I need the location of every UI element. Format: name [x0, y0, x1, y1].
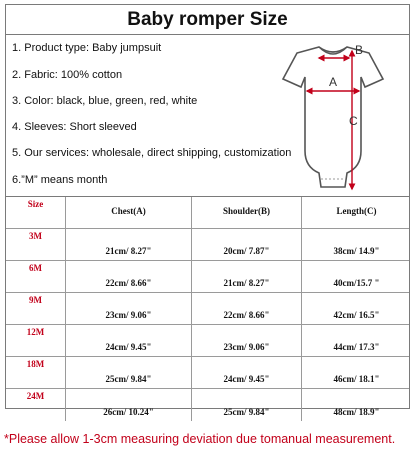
label-a: A — [329, 75, 338, 89]
info-fabric: 2. Fabric: 100% cotton — [12, 69, 123, 81]
shoulder-cell: 24cm/ 9.45" — [192, 357, 302, 388]
size-cell: 18M — [6, 357, 66, 388]
header-length: Length(C) — [336, 206, 377, 216]
length-cell: 42cm/ 16.5" — [333, 310, 380, 320]
info-product-type: 1. Product type: Baby jumpsuit — [12, 42, 162, 54]
chest-cell: 22cm/ 8.66" — [66, 261, 192, 292]
size-cell: 24M — [6, 389, 66, 421]
page-title: Baby romper Size — [6, 5, 409, 35]
table-row — [6, 293, 409, 325]
size-cell: 6M — [6, 261, 66, 292]
shoulder-cell: 23cm/ 9.06" — [192, 325, 302, 356]
header-size: Size — [6, 197, 66, 228]
length-cell: 40cm/15.7 " — [333, 278, 380, 288]
table-row — [6, 261, 409, 293]
size-cell: 12M — [6, 325, 66, 356]
length-cell: 38cm/ 14.9" — [333, 246, 380, 256]
size-cell: 9M — [6, 293, 66, 324]
table-header-row — [6, 197, 409, 229]
chest-cell: 23cm/ 9.06" — [66, 293, 192, 324]
table-row — [6, 229, 409, 261]
size-cell: 3M — [6, 229, 66, 260]
shoulder-cell: 22cm/ 8.66" — [192, 293, 302, 324]
table-row — [6, 389, 409, 421]
shoulder-cell: 25cm/ 9.84" — [192, 389, 302, 421]
product-info-section — [6, 35, 409, 197]
length-cell: 44cm/ 17.3" — [333, 342, 380, 352]
label-c: C — [349, 114, 358, 128]
table-row — [6, 325, 409, 357]
chest-cell: 24cm/ 9.45" — [66, 325, 192, 356]
header-shoulder: Shoulder(B) — [192, 197, 302, 228]
chest-cell: 21cm/ 8.27" — [66, 229, 192, 260]
info-color: 3. Color: black, blue, green, red, white — [12, 95, 198, 107]
chest-cell: 25cm/ 9.84" — [66, 357, 192, 388]
table-row — [6, 357, 409, 389]
size-chart-frame — [5, 4, 410, 417]
measurement-deviation-note: *Please allow 1-3cm measuring deviation due tomanual measurement. — [4, 432, 396, 446]
romper-diagram — [281, 39, 386, 191]
info-services: 5. Our services: wholesale, direct shipping, customization — [12, 147, 292, 159]
header-chest: Chest(A) — [66, 197, 192, 228]
romper-outline — [283, 47, 383, 187]
shoulder-cell: 21cm/ 8.27" — [192, 261, 302, 292]
length-cell: 48cm/ 18.9" — [333, 407, 380, 417]
shoulder-cell: 20cm/ 7.87" — [192, 229, 302, 260]
info-sleeves: 4. Sleeves: Short sleeved — [12, 121, 137, 133]
chest-cell: 26cm/ 10.24" — [66, 389, 192, 421]
label-b: B — [355, 43, 364, 57]
length-cell: 46cm/ 18.1" — [333, 374, 380, 384]
info-month-note: 6.”M” means month — [12, 174, 108, 186]
